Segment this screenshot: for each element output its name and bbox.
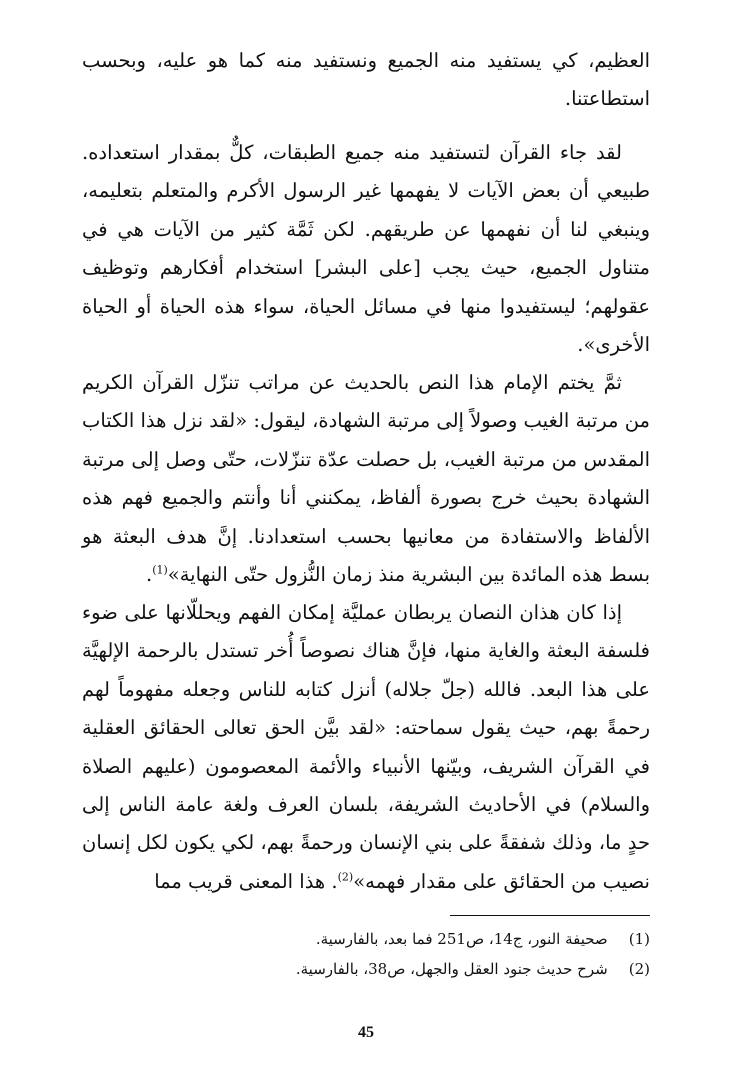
paragraph-text: لقد جاء القرآن لتستفيد منه جميع الطبقات، كلٌّ بمقدار استعداده. طبيعي أن بعض الآيات لا يفهمها غير الرسول الأكرم والمتعلم بتعليمه، وينبغي لنا أن نفهمها عن طريقهم. لكن ثَمَّة كثير من الآيات هي في متناول الجميع، حيث يجب [على البشر] استخدام أفكارهم وتوظيف عقولهم؛ ليستفيدوا منها في مسائل الحياة، سواء هذه الحياة أو الحياة الأخرى». [82, 141, 650, 357]
page-number: 45 [358, 1024, 374, 1041]
footnote-number: (1) [628, 930, 650, 948]
paragraph-quran-classes [82, 134, 650, 364]
paragraph-divine-mercy [82, 594, 650, 901]
footnote-text: صحيفة النور، ج14، ص251 فما بعد، بالفارسية. [315, 930, 608, 948]
paragraph-text: إذا كان هذان النصان يربطان عمليَّة إمكان الفهم ويحللّانها على ضوء فلسفة البعثة والغاية منها، فإنَّ هناك نصوصاً أُخر تستدل بالرحمة الإلهيَّة على هذا البعد. فالله (جلّ جلاله) أنزل كتابه للناس وجعله مفهوماً لهم رحمةً بهم، حيث يقول سماحته: «لقد بيَّن الحق تعالى الحقائق العقلية في القرآن الشريف، وبيّنها الأنبياء والأئمة المعصومون (عليهم الصلاة والسلام) في الأحاديث الشريفة، بلسان العرف ولغة عامة الناس إلى حدٍ ما، وذلك شفقةً على بني الإنسان ورحمةً بهم، لكي يكون لكل إنسان نصيب من الحقائق على مقدار فهمه» [82, 601, 650, 893]
paragraph-revelation-levels [82, 364, 650, 594]
paragraph-end: . [146, 563, 153, 587]
footnote-1 [200, 924, 650, 954]
footnote-text: شرح حديث جنود العقل والجهل، ص38، بالفارسية. [295, 960, 608, 978]
footnote-number: (2) [628, 960, 650, 978]
footnote-ref-1: (1) [152, 563, 168, 577]
footnotes [200, 924, 650, 984]
footnote-2 [200, 954, 650, 984]
paragraph-continuation [82, 42, 650, 119]
footnote-ref-2: (2) [337, 870, 354, 884]
paragraph-text: ثمَّ يختم الإمام هذا النص بالحديث عن مراتب تنزّل القرآن الكريم من مرتبة الغيب وصولاً إلى مرتبة الشهادة، ليقول: «لقد نزل هذا الكتاب المقدس من مرتبة الغيب، بل حصلت عدّة تنزّلات، حتّى وصل إلى مرتبة الشهادة بحيث خرج بصورة ألفاظ، يمكنني أنا وأنتم والجميع فهم هذه الألفاظ والاستفادة من معانيها بحسب استعدادنا. إنَّ هدف البعثة هو بسط هذه المائدة بين البشرية منذ زمان النُّزول حتّى النهاية» [82, 371, 650, 587]
footnote-divider [450, 915, 650, 916]
paragraph-text: العظيم، كي يستفيد منه الجميع ونستفيد منه كما هو عليه، وبحسب استطاعتنا. [82, 49, 650, 111]
paragraph-end: . هذا المعنى قريب مما [154, 869, 338, 893]
